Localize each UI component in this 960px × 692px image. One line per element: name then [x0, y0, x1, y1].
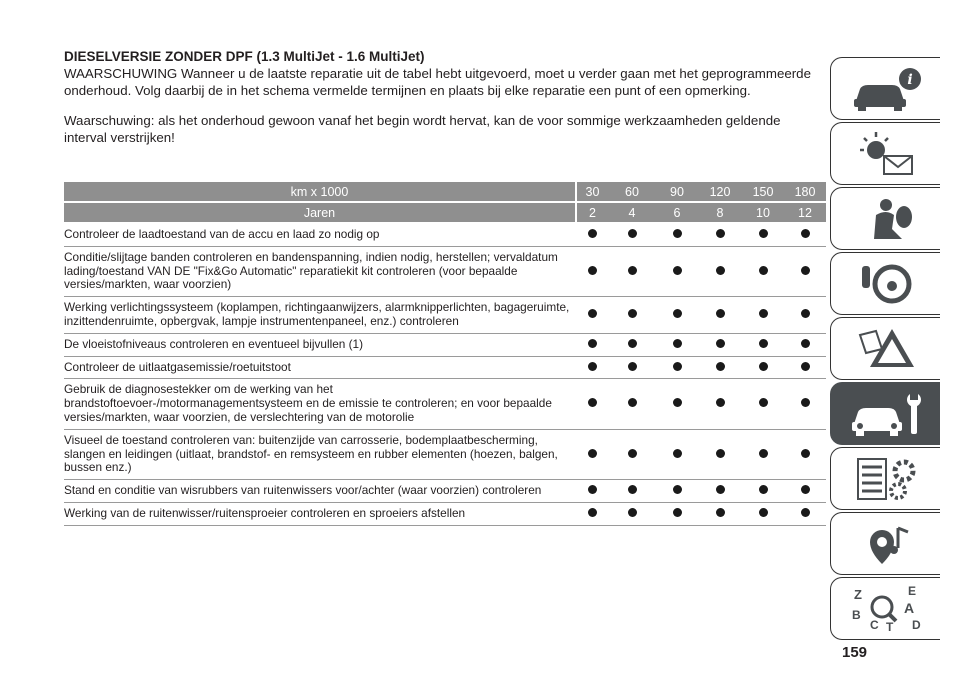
schedule-cell: [784, 246, 826, 296]
bullet-icon: [588, 362, 597, 371]
schedule-cell: [656, 429, 698, 479]
schedule-cell: [576, 297, 608, 334]
tab-warning-lights[interactable]: [830, 122, 940, 185]
warning-paragraph: WAARSCHUWING Wanneer u de laatste reparatie uit de tabel hebt uitgevoerd, moet u verder gaan met het geprogrammeerde onderhoud. Volg daarbij de in het schema vermelde termijnen en plaats bij elke reparatie een punt of een opmerking.: [64, 66, 811, 98]
bullet-icon: [759, 508, 768, 517]
schedule-cell: [656, 502, 698, 525]
schedule-cell: [784, 356, 826, 379]
task-description: Gebruik de diagnosestekker om de werking van het brandstoftoevoer-/motormanagementsysteem en de emissie te controleren; en voor bepaalde versies/markten, waar voorzien, de verslechtering van de motorolie: [64, 379, 576, 429]
index-letter: C: [869, 617, 879, 632]
table-row: [64, 480, 826, 503]
years-label: Jaren: [64, 202, 576, 223]
schedule-cell: [576, 223, 608, 246]
bullet-icon: [716, 266, 725, 275]
bullet-icon: [588, 508, 597, 517]
task-description: Controleer de laadtoestand van de accu en laad zo nodig op: [64, 223, 576, 246]
table-row: [64, 223, 826, 246]
bullet-icon: [588, 266, 597, 275]
intro-section: [64, 48, 826, 146]
table-row: [64, 333, 826, 356]
page-heading: DIESELVERSIE ZONDER DPF (1.3 MultiJet - 1.6 MultiJet): [64, 49, 425, 64]
index-letter: E: [907, 583, 916, 598]
page-number: 159: [842, 644, 868, 661]
bullet-icon: [588, 398, 597, 407]
table-row: [64, 246, 826, 296]
bullet-icon: [759, 339, 768, 348]
index-letter: T: [885, 619, 893, 634]
bullet-icon: [801, 398, 810, 407]
tab-maintenance[interactable]: [830, 382, 940, 445]
years-value: 2: [576, 202, 608, 223]
bullet-icon: [716, 229, 725, 238]
schedule-cell: [608, 333, 656, 356]
schedule-cell: [656, 223, 698, 246]
schedule-cell: [698, 223, 742, 246]
multimedia-icon: [846, 518, 926, 570]
schedule-cell: [742, 356, 784, 379]
table-body: [64, 223, 826, 525]
schedule-cell: [656, 356, 698, 379]
schedule-cell: [698, 379, 742, 429]
schedule-cell: [784, 480, 826, 503]
bullet-icon: [716, 449, 725, 458]
bullet-icon: [628, 508, 637, 517]
schedule-cell: [698, 480, 742, 503]
tab-index[interactable]: [830, 577, 940, 640]
km-value: 180: [784, 182, 826, 202]
bullet-icon: [628, 309, 637, 318]
schedule-cell: [656, 480, 698, 503]
km-value: 120: [698, 182, 742, 202]
bullet-icon: [628, 485, 637, 494]
schedule-cell: [784, 297, 826, 334]
schedule-cell: [784, 333, 826, 356]
table-row: [64, 356, 826, 379]
index-letter: A: [903, 599, 914, 616]
bullet-icon: [716, 508, 725, 517]
years-header-row: [64, 202, 826, 223]
schedule-cell: [742, 480, 784, 503]
schedule-cell: [698, 356, 742, 379]
schedule-cell: [742, 333, 784, 356]
bullet-icon: [716, 339, 725, 348]
years-value: 4: [608, 202, 656, 223]
km-header-row: [64, 182, 826, 202]
bullet-icon: [759, 309, 768, 318]
tab-starting-driving[interactable]: [830, 252, 940, 315]
schedule-cell: [742, 223, 784, 246]
bullet-icon: [759, 398, 768, 407]
tab-car-info[interactable]: [830, 57, 940, 120]
index-letters-icon: [846, 583, 926, 635]
bullet-icon: [673, 508, 682, 517]
schedule-cell: [608, 429, 656, 479]
steering-wheel-key-icon: [846, 258, 926, 310]
bullet-icon: [759, 266, 768, 275]
tab-emergency[interactable]: [830, 317, 940, 380]
bullet-icon: [801, 229, 810, 238]
bullet-icon: [628, 339, 637, 348]
schedule-cell: [656, 333, 698, 356]
bullet-icon: [673, 309, 682, 318]
bullet-icon: [588, 229, 597, 238]
bullet-icon: [716, 398, 725, 407]
schedule-cell: [698, 502, 742, 525]
bullet-icon: [801, 508, 810, 517]
schedule-cell: [784, 379, 826, 429]
km-value: 150: [742, 182, 784, 202]
bullet-icon: [801, 485, 810, 494]
bullet-icon: [716, 485, 725, 494]
km-label: km x 1000: [64, 182, 576, 202]
bullet-icon: [759, 362, 768, 371]
list-gears-icon: [846, 453, 926, 505]
schedule-cell: [608, 480, 656, 503]
bullet-icon: [673, 229, 682, 238]
bullet-icon: [673, 485, 682, 494]
schedule-cell: [576, 502, 608, 525]
schedule-cell: [608, 379, 656, 429]
car-wrench-icon: [846, 388, 926, 440]
bullet-icon: [759, 229, 768, 238]
airbag-seat-icon: [846, 193, 926, 245]
bullet-icon: [759, 449, 768, 458]
km-value: 60: [608, 182, 656, 202]
bullet-icon: [628, 266, 637, 275]
task-description: Werking verlichtingssysteem (koplampen, richtingaanwijzers, alarmknipperlichten, bagageruimte, inzittendenruimte, opbergvak, lampje instrumentenpaneel, enz.) controleren: [64, 297, 576, 334]
schedule-cell: [576, 480, 608, 503]
schedule-cell: [656, 246, 698, 296]
schedule-cell: [608, 356, 656, 379]
years-value: 10: [742, 202, 784, 223]
task-description: Werking van de ruitenwisser/ruitensproeier controleren en sproeiers afstellen: [64, 502, 576, 525]
bullet-icon: [801, 449, 810, 458]
years-value: 12: [784, 202, 826, 223]
schedule-cell: [698, 333, 742, 356]
index-letter: D: [911, 617, 921, 632]
tab-multimedia[interactable]: [830, 512, 940, 575]
task-description: Controleer de uitlaatgasemissie/roetuitstoot: [64, 356, 576, 379]
bullet-icon: [759, 485, 768, 494]
schedule-cell: [608, 223, 656, 246]
bullet-icon: [588, 339, 597, 348]
table-row: [64, 429, 826, 479]
bullet-icon: [801, 339, 810, 348]
tab-technical-data[interactable]: [830, 447, 940, 510]
schedule-cell: [784, 223, 826, 246]
svg-text:i: i: [906, 71, 913, 88]
schedule-cell: [656, 297, 698, 334]
bullet-icon: [673, 266, 682, 275]
index-letter: Z: [853, 586, 862, 602]
bullet-icon: [673, 362, 682, 371]
years-value: 8: [698, 202, 742, 223]
schedule-cell: [576, 429, 608, 479]
schedule-cell: [576, 246, 608, 296]
schedule-cell: [608, 502, 656, 525]
index-letter: B: [851, 607, 861, 622]
bullet-icon: [588, 309, 597, 318]
task-description: Conditie/slijtage banden controleren en bandenspanning, indien nodig, herstellen; vervaldatum lading/toestand VAN DE "Fix&Go Automatic" reparatiekit kit controleren (voor bepaalde versies/markten, waar voorzien): [64, 246, 576, 296]
schedule-cell: [698, 297, 742, 334]
task-description: De vloeistofniveaus controleren en eventueel bijvullen (1): [64, 333, 576, 356]
years-value: 6: [656, 202, 698, 223]
km-value: 30: [576, 182, 608, 202]
bullet-icon: [801, 362, 810, 371]
schedule-cell: [656, 379, 698, 429]
bullet-icon: [628, 449, 637, 458]
task-description: Visueel de toestand controleren van: buitenzijde van carrosserie, bodemplaatbescherming, slangen en leidingen (uitlaat, brandstof- en remsysteem en rubber elementen (hoezen, balgen, bussen enz.): [64, 429, 576, 479]
warning-triangle-icon: [846, 323, 926, 375]
km-value: 90: [656, 182, 698, 202]
table-row: [64, 297, 826, 334]
warning-light-envelope-icon: [846, 128, 926, 180]
schedule-cell: [698, 429, 742, 479]
schedule-cell: [742, 379, 784, 429]
bullet-icon: [588, 449, 597, 458]
table-row: [64, 502, 826, 525]
schedule-cell: [742, 297, 784, 334]
schedule-cell: [742, 429, 784, 479]
chapter-tabs: [830, 57, 940, 642]
schedule-cell: [576, 379, 608, 429]
car-info-icon: [846, 63, 926, 115]
bullet-icon: [801, 266, 810, 275]
schedule-cell: [698, 246, 742, 296]
tab-safety[interactable]: [830, 187, 940, 250]
bullet-icon: [673, 449, 682, 458]
task-description: Stand en conditie van wisrubbers van ruitenwissers voor/achter (waar voorzien) controleren: [64, 480, 576, 503]
bullet-icon: [673, 398, 682, 407]
bullet-icon: [628, 398, 637, 407]
schedule-cell: [742, 246, 784, 296]
bullet-icon: [716, 309, 725, 318]
bullet-icon: [628, 229, 637, 238]
bullet-icon: [716, 362, 725, 371]
table-row: [64, 379, 826, 429]
schedule-cell: [608, 297, 656, 334]
schedule-cell: [784, 502, 826, 525]
schedule-cell: [784, 429, 826, 479]
warning-note: Waarschuwing: als het onderhoud gewoon vanaf het begin wordt hervat, kan de voor sommige werkzaamheden geldende interval verstrijken!: [64, 113, 781, 145]
schedule-cell: [742, 502, 784, 525]
maintenance-table: [64, 182, 826, 526]
schedule-cell: [576, 356, 608, 379]
bullet-icon: [673, 339, 682, 348]
bullet-icon: [588, 485, 597, 494]
schedule-cell: [608, 246, 656, 296]
schedule-cell: [576, 333, 608, 356]
bullet-icon: [628, 362, 637, 371]
bullet-icon: [801, 309, 810, 318]
